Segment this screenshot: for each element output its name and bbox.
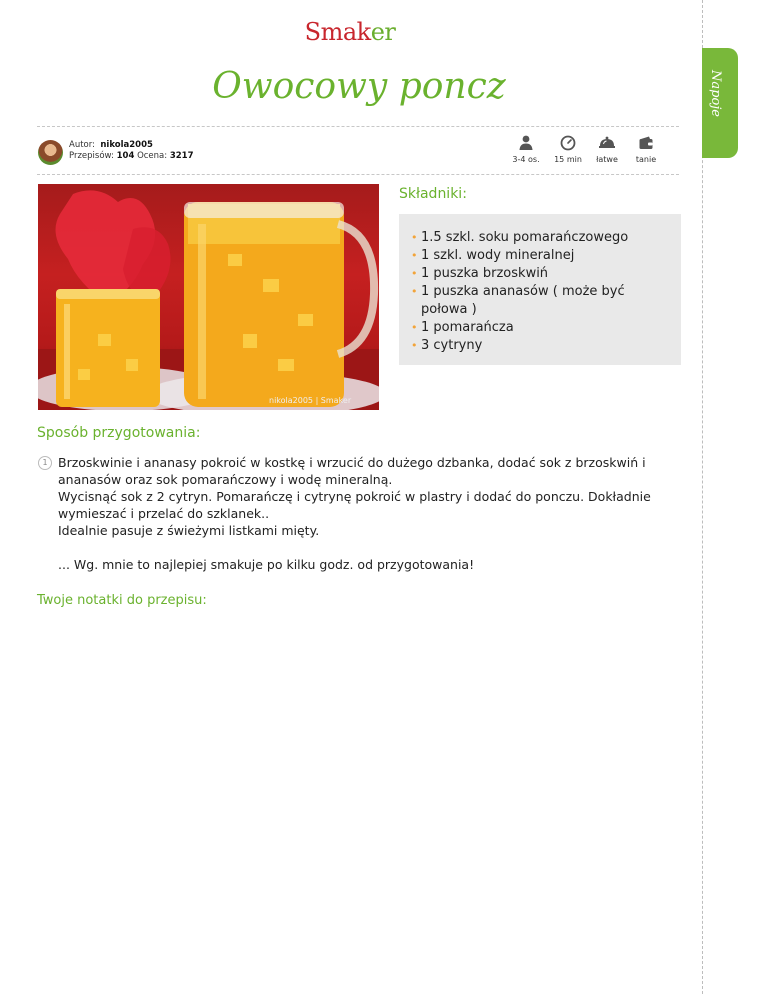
clock-icon [560, 135, 576, 151]
step-line: ... Wg. mnie to najlepiej smakuje po kilku godz. od przygotowania! [58, 557, 475, 572]
time-label: 15 min [554, 155, 582, 164]
bullet-icon: • [411, 321, 418, 334]
rating-label: Ocena: [137, 151, 168, 161]
cost-label: tanie [635, 155, 657, 164]
step-line: Wycisnąć sok z 2 cytryn. Pomarańczę i cytrynę pokroić w plastry i dodać do ponczu. Dokładnie wymieszać i przelać do szklanek.. [58, 489, 651, 521]
preparation-title: Sposób przygotowania: [37, 425, 201, 441]
recipe-meta [508, 135, 668, 169]
author-name[interactable]: nikola2005 [100, 140, 153, 150]
step-text [58, 454, 678, 573]
meta-servings [508, 135, 544, 164]
bullet-icon: • [411, 267, 418, 280]
divider-top [37, 126, 679, 127]
ingredients-box [399, 214, 681, 365]
ingredients-title: Składniki: [399, 186, 467, 202]
step-line [58, 539, 678, 556]
bullet-icon: • [411, 285, 418, 298]
punch-illustration [38, 184, 379, 410]
bullet-icon: • [411, 339, 418, 352]
ingredient-item: • 1 puszka ananasów ( może być połowa ) [411, 284, 625, 317]
meta-cost [628, 135, 664, 164]
person-icon [519, 135, 533, 151]
recipe-title: Owocowy poncz [212, 66, 506, 107]
step-number: 1 [38, 456, 52, 470]
wallet-icon [638, 135, 654, 151]
brand-logo-part2: er [370, 18, 396, 46]
meta-time [550, 135, 586, 164]
rating-value: 3217 [169, 151, 194, 161]
notes-title: Twoje notatki do przepisu: [37, 593, 207, 608]
bullet-icon: • [411, 249, 418, 262]
brand-logo[interactable] [0, 18, 700, 46]
ingredient-item: • 1 szkl. wody mineralnej [411, 248, 575, 263]
chef-hat-icon [598, 135, 616, 151]
divider-meta [37, 174, 679, 175]
avatar [38, 140, 63, 165]
photo-watermark: nikola2005 | Smaker [269, 396, 352, 405]
ingredients-list [399, 214, 681, 355]
step-line: Brzoskwinie i ananasy pokroić w kostkę i wrzucić do dużego dzbanka, dodać sok z brzoskwiń i ananasów oraz sok pomarańczowy i wodę mineralną. [58, 455, 646, 487]
servings-label: 3-4 os. [512, 155, 540, 164]
author-label: Autor: [69, 140, 95, 150]
step-line: Idealnie pasuje z świeżymi listkami mięty. [58, 523, 320, 538]
bullet-icon: • [411, 231, 418, 244]
ingredient-item: • 3 cytryny [411, 338, 483, 353]
recipes-label: Przepisów: [69, 151, 114, 161]
meta-difficulty [589, 135, 625, 164]
brand-logo-part1: Smak [304, 18, 371, 46]
category-label: Napoje [708, 70, 723, 117]
ingredient-item: • 1 puszka brzoskwiń [411, 266, 549, 281]
category-tab [702, 48, 738, 158]
author-info [69, 140, 194, 162]
recipe-photo [38, 184, 379, 410]
difficulty-label: łatwe [596, 155, 618, 164]
ingredient-item: • 1 pomarańcza [411, 320, 514, 335]
ingredient-item: • 1.5 szkl. soku pomarańczowego [411, 230, 629, 245]
recipes-count: 104 [116, 151, 135, 161]
